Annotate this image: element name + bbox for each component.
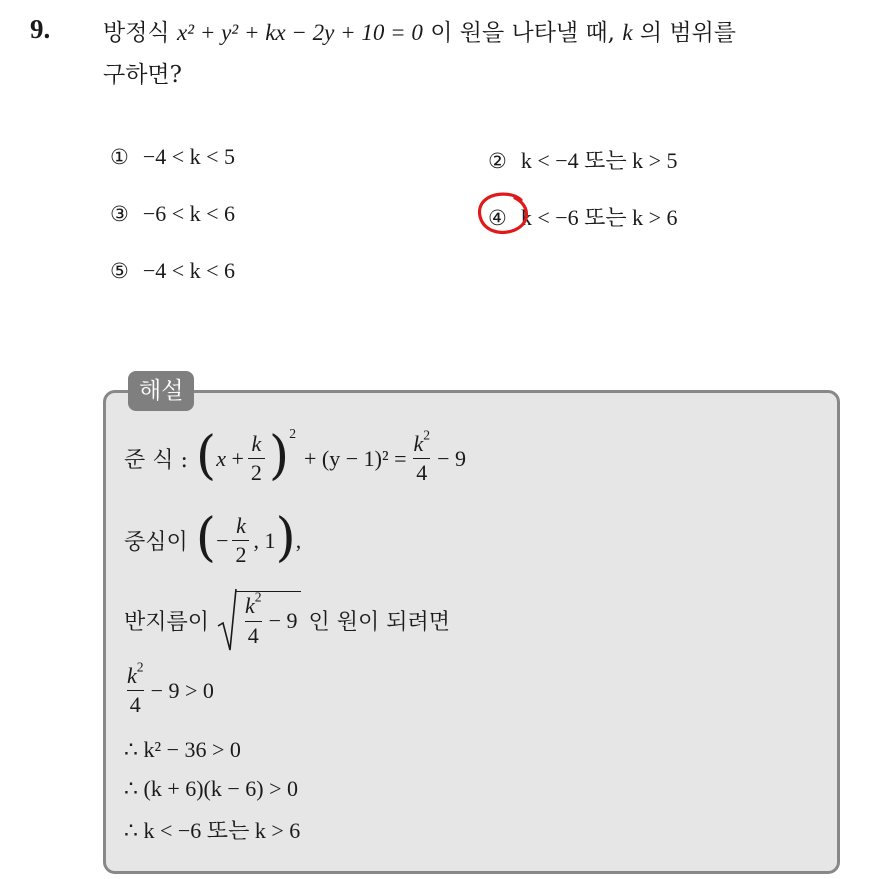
solution-line-3-tail: 인 원이 되려면 bbox=[308, 609, 451, 635]
solution-line-2-coord: 1 bbox=[264, 527, 276, 553]
choice-3[interactable] bbox=[110, 201, 235, 227]
choice-2-mark: ② bbox=[488, 149, 507, 173]
question-text-after: 이 원을 나타낼 때, bbox=[430, 20, 615, 46]
solution-tag: 해설 bbox=[128, 371, 194, 411]
solution-line-1-label: 준 식 : bbox=[124, 448, 188, 474]
solution-line-1-rest: + (y − 1)² = bbox=[304, 445, 407, 471]
choice-5-mark: ⑤ bbox=[110, 259, 129, 283]
choice-2[interactable] bbox=[488, 144, 678, 175]
solution-line-4: $\frac{k^2}{4}$ − 9 > 0 bbox=[127, 659, 214, 718]
choice-5[interactable] bbox=[110, 258, 235, 284]
choice-1-text: −4 < k < 5 bbox=[142, 144, 236, 169]
sqrt-sign bbox=[217, 588, 237, 652]
question-number: 9. bbox=[30, 14, 51, 44]
choice-3-text: −6 < k < 6 bbox=[142, 201, 236, 226]
solution-line-5: ∴ k² − 36 > 0 bbox=[124, 737, 241, 762]
question-text-end: 의 범위를 bbox=[639, 20, 737, 46]
question-line-2: 구하면? bbox=[103, 62, 182, 88]
choice-1[interactable] bbox=[110, 144, 235, 170]
question-label: 방정식 bbox=[103, 20, 170, 46]
choice-2-text: k < −4 또는 k > 5 bbox=[520, 148, 678, 173]
choice-4-text: k < −6 또는 k > 6 bbox=[520, 205, 678, 230]
solution-line-1: 준 식 : ( x + $\frac{k}{2}$ ) 2 + (y − 1)² = $\frac{k^2}{4}$ − 9 bbox=[124, 425, 466, 486]
solution-line-2: 중심이 ( − $\frac{k}{2}$ , 1 ) , bbox=[124, 507, 302, 568]
choice-4[interactable] bbox=[488, 201, 678, 232]
solution-line-3: 반지름이 $\frac{k^2}{4}$ − 9 인 원이 되려면 bbox=[124, 588, 450, 652]
solution-line-2-label: 중심이 bbox=[124, 530, 188, 556]
choice-3-mark: ③ bbox=[110, 202, 129, 226]
question-variable: k bbox=[622, 20, 633, 45]
solution-line-3-label: 반지름이 bbox=[124, 609, 210, 635]
solution-line-7: ∴ k < −6 또는 k > 6 bbox=[124, 818, 301, 843]
solution-line-4-tail: − 9 > 0 bbox=[150, 677, 214, 703]
choice-4-mark: ④ bbox=[488, 206, 507, 230]
choice-5-text: −4 < k < 6 bbox=[142, 258, 236, 283]
solution-line-6: ∴ (k + 6)(k − 6) > 0 bbox=[124, 776, 299, 801]
question-line-1 bbox=[103, 14, 736, 47]
question-equation: x² + y² + kx − 2y + 10 = 0 bbox=[176, 20, 423, 45]
choice-1-mark: ① bbox=[110, 145, 129, 169]
solution-line-1-tail: − 9 bbox=[437, 445, 466, 471]
